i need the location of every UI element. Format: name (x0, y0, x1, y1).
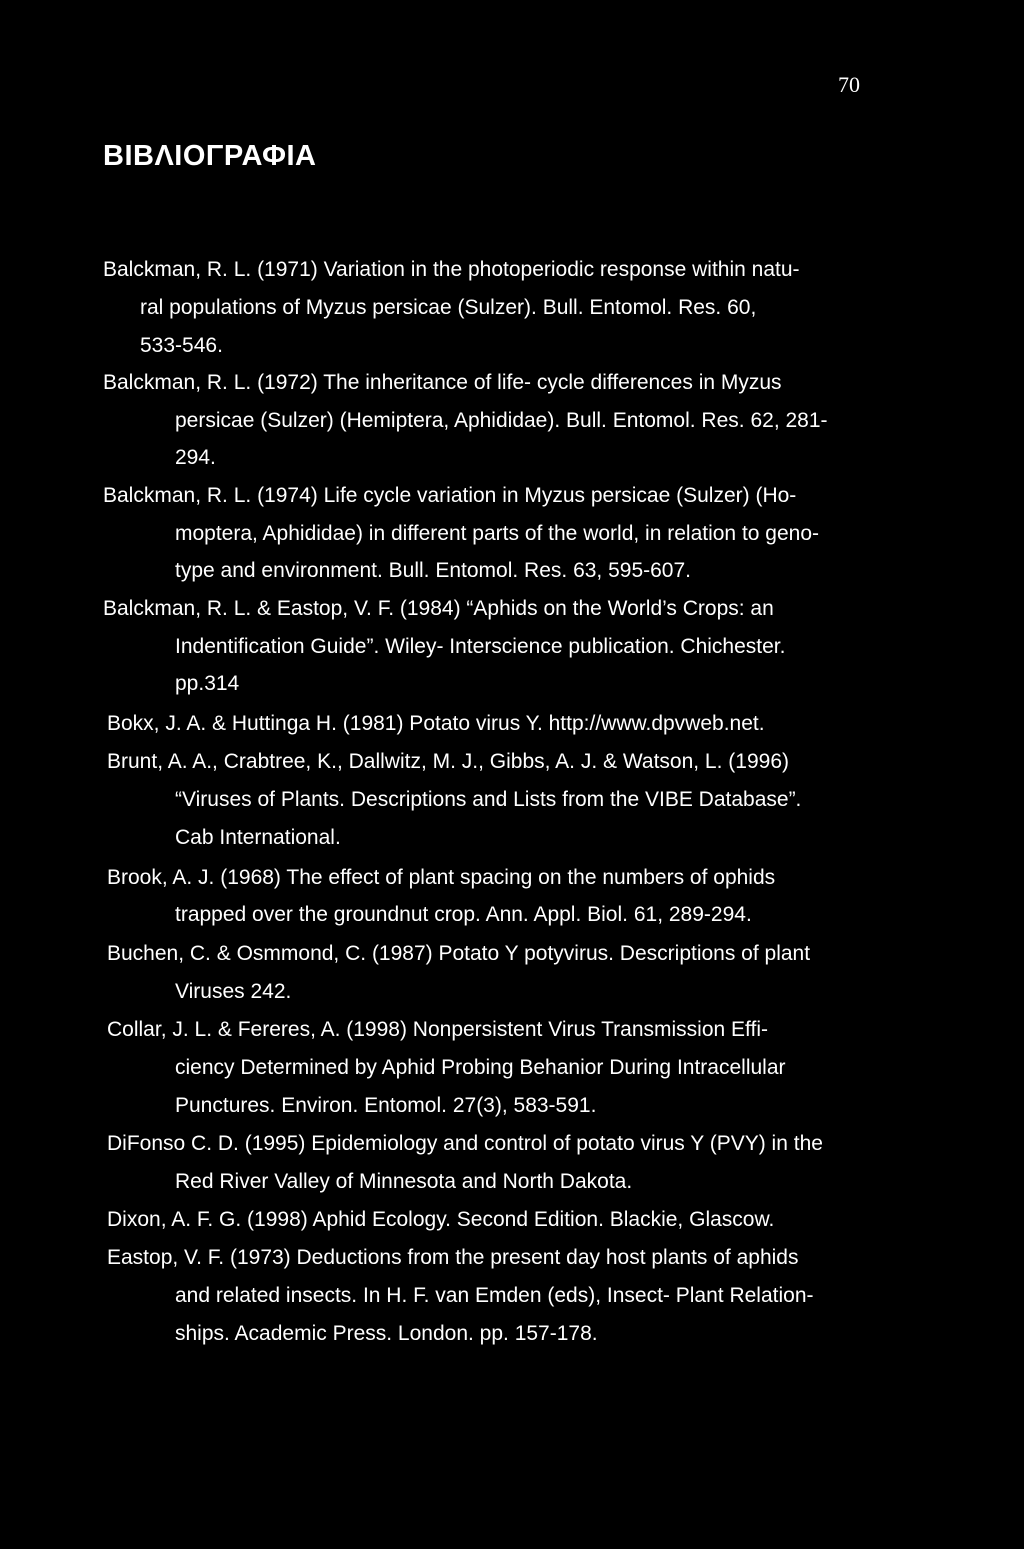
reference-line (175, 1322, 598, 1346)
reference-text: (1981) Potato virus Y. (336, 712, 549, 735)
reference-pages: pp.314 (175, 672, 240, 695)
reference-authors: DiFonso C. D. (107, 1132, 239, 1155)
reference-species: Myzus persicae (524, 484, 671, 507)
reference-text: Viruses 242. (175, 980, 292, 1003)
reference-text: ciency Determined by Aphid Probing Behanior During Intracellular (175, 1056, 786, 1079)
reference-species: Myzus (720, 371, 782, 394)
reference-line (175, 1284, 814, 1308)
reference-species: persicae (175, 409, 255, 432)
reference-line (175, 672, 239, 696)
reference-line (175, 635, 785, 659)
reference-text: (1987) Potato Y potyvirus. Descriptions of plant (366, 942, 811, 965)
reference-authors: Brunt, A. A., Crabtree, K., Dallwitz, M. J., Gibbs, A. J. & Watson, L. (107, 750, 723, 773)
reference-text: Cab International. (175, 826, 341, 849)
reference-authors: Brook, A. J. (107, 866, 215, 889)
reference-title: Indentification Guide”. (175, 635, 380, 658)
reference-journal: Bull. Entomol. Res. (542, 296, 722, 319)
reference-text: (1998) (241, 1208, 313, 1231)
reference-authors: Collar, J. L. & Fereres, A. (107, 1018, 341, 1041)
reference-authors: Balckman, R. L. & Eastop, V. F. (103, 597, 395, 620)
reference-species: Myzus persicae (305, 296, 452, 319)
reference-text: “Viruses of Plants. Descriptions and Lists from the VIBE Database”. (175, 788, 802, 811)
reference-link[interactable]: http://www.dpvweb.net. (548, 712, 765, 735)
reference-text: , (750, 296, 757, 319)
reference-line (103, 258, 800, 282)
reference-text: and related insects. (175, 1284, 363, 1307)
reference-line (107, 866, 775, 890)
reference-line (107, 1208, 774, 1232)
reference-title: ships. (175, 1322, 230, 1345)
reference-line (175, 559, 691, 583)
reference-line (103, 597, 774, 621)
reference-line (107, 1246, 798, 1270)
reference-line (175, 1170, 632, 1194)
reference-text: , 281- (773, 409, 828, 432)
reference-text: Second Edition. Blackie, Glascow. (450, 1208, 775, 1231)
reference-text: Academic Press. London. pp. 157-178. (229, 1322, 598, 1345)
reference-text: (1968) The effect of plant spacing on the numbers of ophids (214, 866, 776, 889)
reference-pages: 294. (175, 446, 216, 469)
reference-authors: Buchen, C. & Osmmond, C. (107, 942, 367, 965)
reference-text: (Sulzer) (Ho- (670, 484, 797, 507)
reference-text: H. F. van Emden (eds), (380, 1284, 607, 1307)
reference-line (175, 826, 341, 850)
reference-authors: Balckman, R. L. (103, 371, 252, 394)
reference-line (175, 980, 291, 1004)
reference-line (107, 712, 765, 736)
reference-line (175, 1094, 596, 1118)
page-number: 70 (838, 72, 860, 97)
reference-text: Wiley- Interscience publication. Chichester. (379, 635, 786, 658)
reference-text: ral populations of (140, 296, 306, 319)
reference-line (175, 788, 801, 812)
reference-volume: 60 (727, 296, 751, 319)
reference-authors: Bokx, J. A. & Huttinga H. (107, 712, 337, 735)
reference-volume: 63 (573, 559, 597, 582)
reference-text: , 595-607. (596, 559, 691, 582)
reference-title: Aphid Ecology. (312, 1208, 451, 1231)
reference-text: (1973) Deductions from the present day host plants of aphids (224, 1246, 799, 1269)
reference-line (140, 334, 223, 358)
reference-line (107, 750, 789, 774)
reference-line (175, 903, 752, 927)
reference-text: (1974) Life cycle variation in (251, 484, 525, 507)
reference-authors: Balckman, R. L. (103, 484, 252, 507)
reference-text: (3), 583-591. (476, 1094, 597, 1117)
reference-text: (1984) (394, 597, 467, 620)
reference-authors: Dixon, A. F. G. (107, 1208, 242, 1231)
reference-text: (1996) (722, 750, 789, 773)
reference-text: (1998) Nonpersistent Virus Transmission Effi- (340, 1018, 768, 1041)
reference-line (103, 371, 782, 395)
reference-line (103, 484, 796, 508)
reference-line (175, 409, 828, 433)
reference-title: “Aphids on the World’s Crops: an (466, 597, 774, 620)
reference-text: Punctures. (175, 1094, 282, 1117)
reference-text: (1995) Epidemiology and control of potato virus Y (PVY) in the (238, 1132, 823, 1155)
reference-text: (1972) The inheritance of life- cycle differences in (251, 371, 721, 394)
reference-journal: Bull. Entomol. Res. (388, 559, 568, 582)
reference-title: Insect- Plant Relation- (606, 1284, 814, 1307)
reference-text: , 289-294. (657, 903, 752, 926)
reference-journal: Ann. Appl. Biol. (485, 903, 628, 926)
reference-text: (Sulzer) (Hemiptera, Aphididae). (254, 409, 567, 432)
reference-line (107, 1018, 768, 1042)
reference-line (107, 942, 810, 966)
reference-volume: 61 (633, 903, 658, 926)
reference-text: moptera, Aphididae) in different parts of the world, in relation to geno- (175, 522, 819, 545)
reference-text: Red River Valley of Minnesota and North Dakota. (175, 1170, 633, 1193)
reference-text: type and environment. (175, 559, 389, 582)
page-title: ΒΙΒΛΙΟΓΡΑΦΙΑ (103, 140, 317, 172)
reference-line (175, 522, 819, 546)
reference-volume: 62 (750, 409, 774, 432)
reference-text: (1971) Variation in the photoperiodic response within natu- (251, 258, 800, 281)
reference-volume: 27 (452, 1094, 477, 1117)
reference-line (175, 446, 216, 470)
reference-authors: Eastop, V. F. (107, 1246, 225, 1269)
reference-text: In (362, 1284, 381, 1307)
reference-line (175, 1056, 786, 1080)
reference-text: trapped over the groundnut crop. (175, 903, 486, 926)
reference-authors: Balckman, R. L. (103, 258, 252, 281)
reference-line (140, 296, 756, 320)
reference-pages: 533-546. (140, 334, 223, 357)
reference-journal: Bull. Entomol. Res. (566, 409, 745, 432)
reference-text: (Sulzer). (451, 296, 543, 319)
reference-journal: Environ. Entomol. (281, 1094, 447, 1117)
reference-line (107, 1132, 823, 1156)
